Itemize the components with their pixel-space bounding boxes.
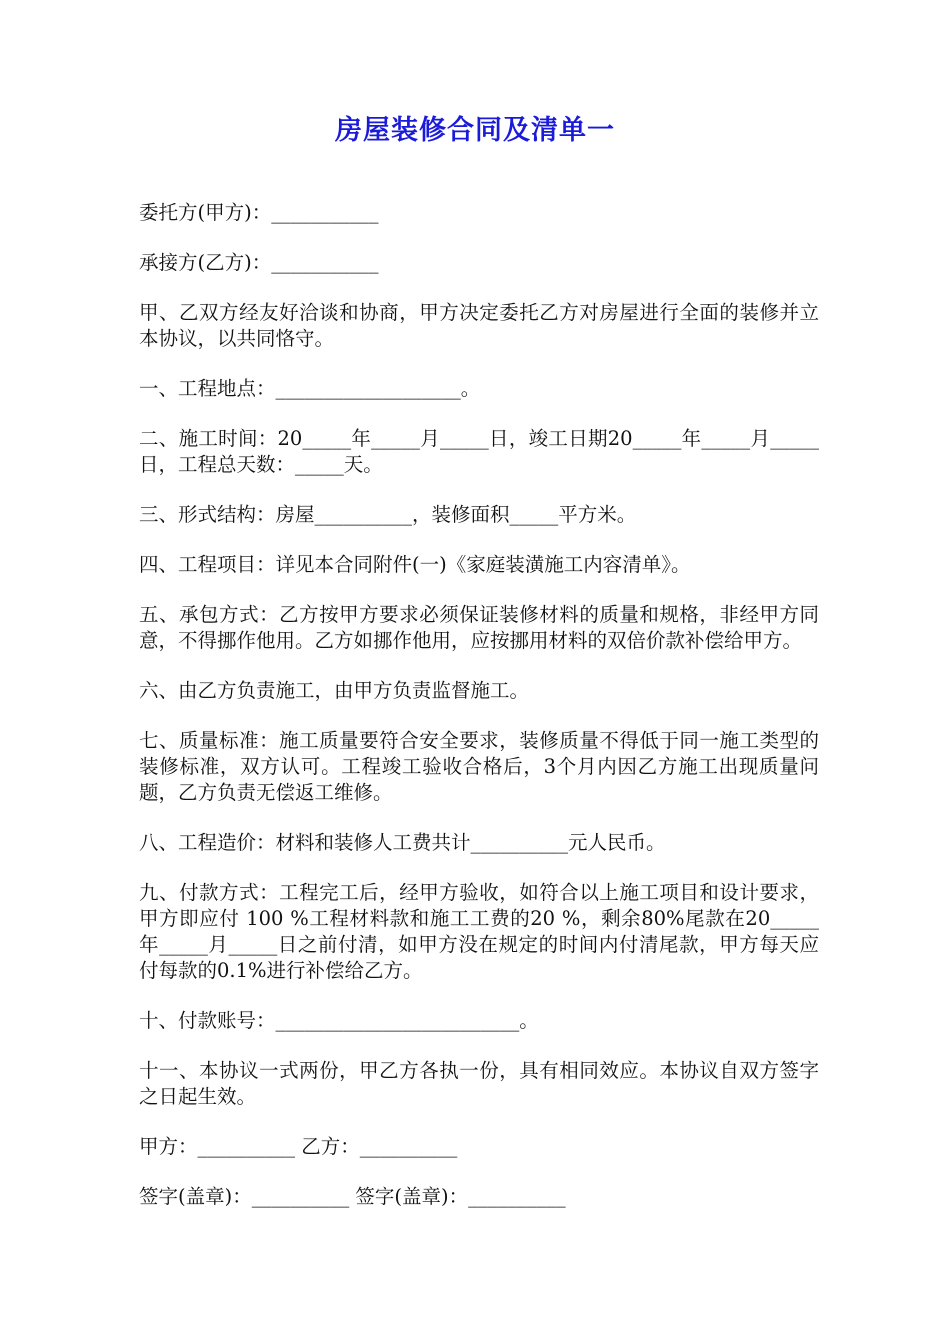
clause-3-structure: 三、形式结构：房屋__________，装修面积_____平方米。 — [139, 503, 637, 526]
clause-1-location: 一、工程地点：___________________。 — [139, 377, 481, 400]
seal-signature-line: 签字(盖章)：__________ 签字(盖章)：__________ — [139, 1185, 566, 1208]
document-title: 房屋装修合同及清单一 — [335, 115, 615, 146]
clause-4-items: 四、工程项目：详见本合同附件(一)《家庭装潢施工内容清单》。 — [139, 553, 691, 576]
party-b-line: 承接方(乙方)：___________ — [139, 251, 379, 274]
document-body — [139, 200, 819, 1234]
clause-11-validity: 十一、本协议一式两份，甲乙方各执一份，具有相同效应。本协议自双方签字之日起生效。 — [139, 1059, 819, 1108]
clause-2-schedule: 二、施工时间：20_____年_____月_____日，竣工日期20_____年_____月_____日，工程总天数：_____天。 — [139, 427, 819, 476]
party-a-line: 委托方(甲方)：___________ — [139, 201, 379, 224]
parties-signature-line: 甲方：__________ 乙方：__________ — [139, 1135, 458, 1158]
clause-9-payment: 九、付款方式：工程完工后，经甲方验收，如符合以上施工项目和设计要求，甲方即应付 100 %工程材料款和施工工费的20 %，剩余80%尾款在20_____年_____月_____日之前付清，如甲方没在规定的时间内付清尾款，甲方每天应付每款的0.1%进行补偿给乙方。 — [139, 881, 819, 982]
clause-7-quality: 七、质量标准：施工质量要符合安全要求，装修质量不得低于同一施工类型的装修标准，双方认可。工程竣工验收合格后，3个月内因乙方施工出现质量问题，乙方负责无偿返工维修。 — [139, 729, 819, 804]
clause-8-cost: 八、工程造价：材料和装修人工费共计__________元人民币。 — [139, 831, 666, 854]
clause-10-account: 十、付款账号：_________________________。 — [139, 1009, 539, 1032]
clause-5-contracting: 五、承包方式：乙方按甲方要求必须保证装修材料的质量和规格，非经甲方同意，不得挪作他用。乙方如挪作他用，应按挪用材料的双倍价款补偿给甲方。 — [139, 603, 819, 652]
clause-6-supervision: 六、由乙方负责施工，由甲方负责监督施工。 — [139, 679, 530, 702]
intro-paragraph: 甲、乙双方经友好洽谈和协商，甲方决定委托乙方对房屋进行全面的装修并立本协议，以共同恪守。 — [139, 301, 819, 350]
